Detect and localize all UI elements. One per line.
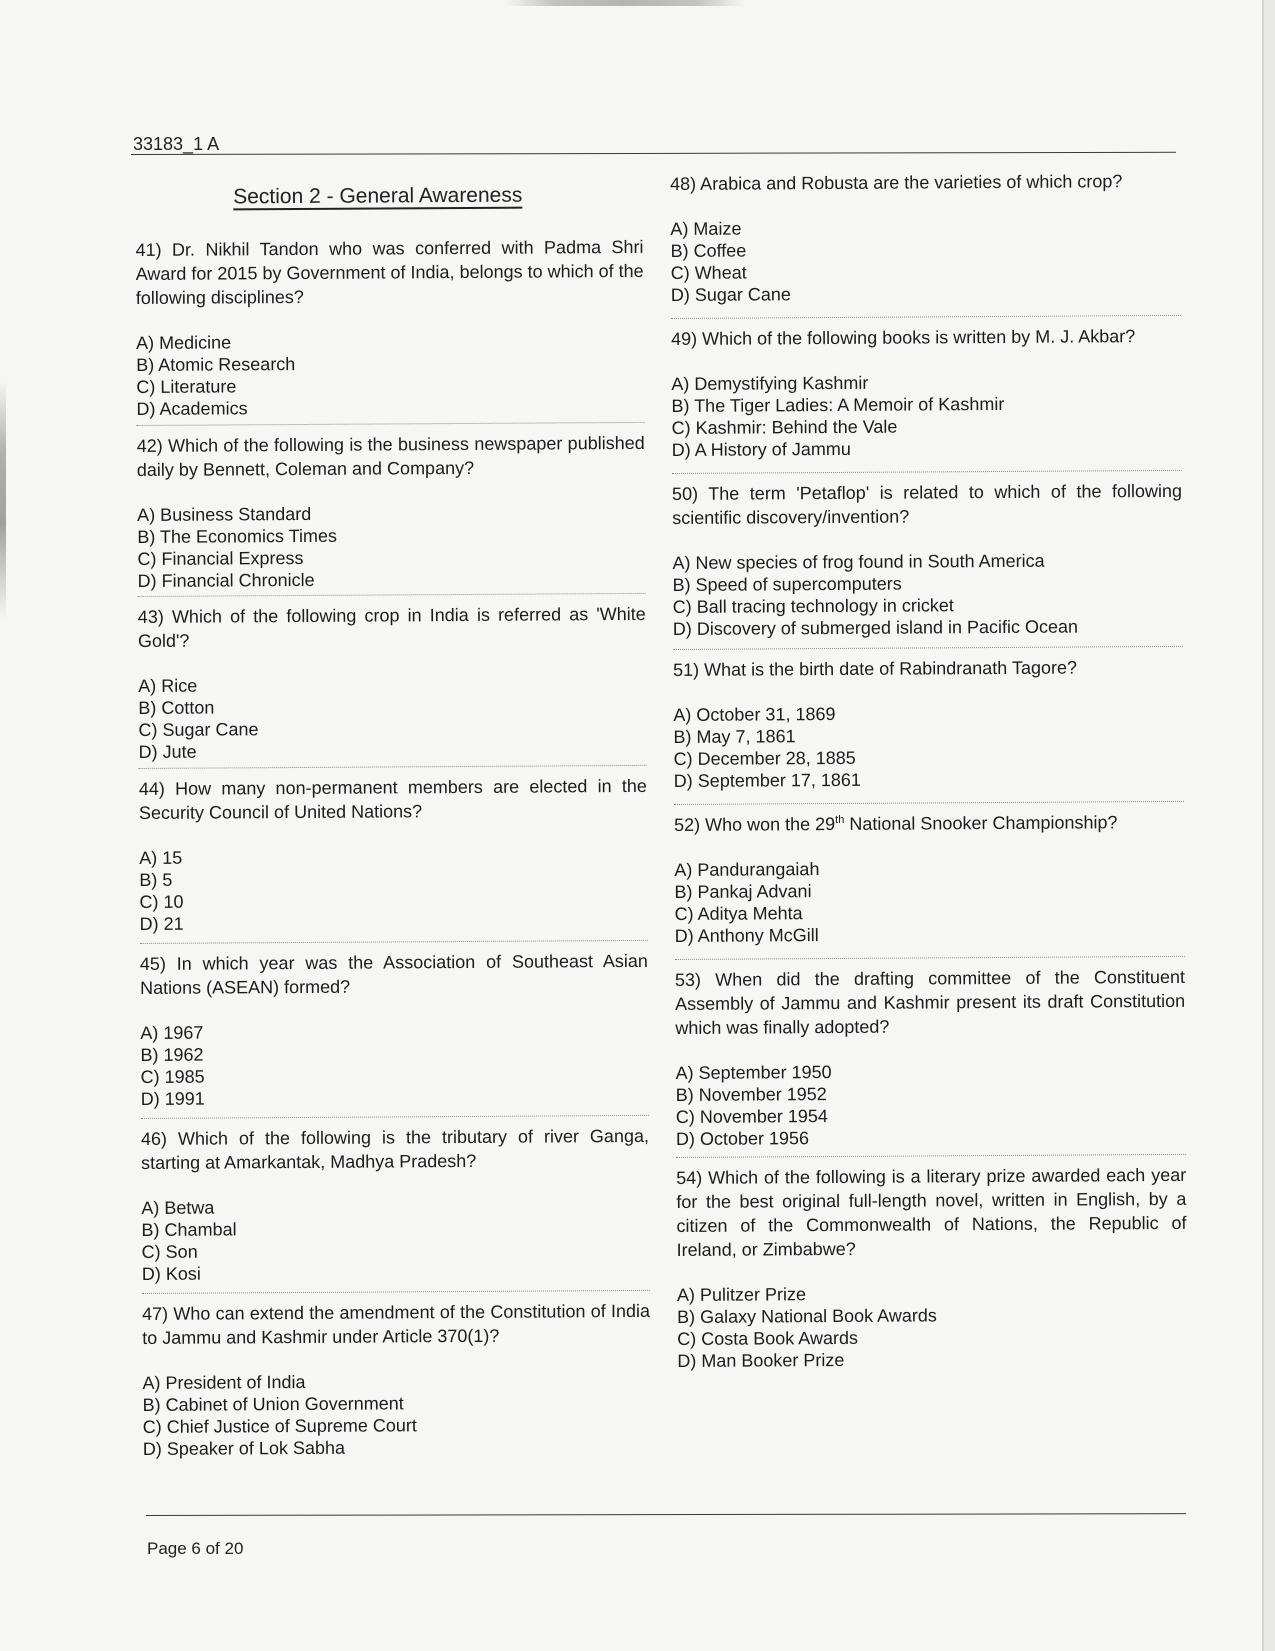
option-c: C) Ball tracing technology in cricket bbox=[672, 595, 954, 617]
question-text: 47) Who can extend the amendment of the Constitution of India to Jammu and Kashmir under Article 370(1)? bbox=[141, 1300, 651, 1348]
option-b: B) Chambal bbox=[141, 1219, 237, 1240]
option-c: C) Sugar Cane bbox=[138, 719, 259, 740]
option-d: D) Kosi bbox=[141, 1263, 201, 1284]
option-b: B) May 7, 1861 bbox=[673, 726, 796, 747]
option-c: C) Aditya Mehta bbox=[674, 903, 803, 924]
option-a: A) September 1950 bbox=[675, 1062, 832, 1083]
question-45 bbox=[140, 949, 649, 1110]
option-a: A) 15 bbox=[139, 847, 183, 868]
question-50 bbox=[672, 479, 1183, 640]
option-a: A) Pulitzer Prize bbox=[676, 1284, 807, 1305]
option-d: D) October 1956 bbox=[675, 1128, 810, 1149]
question-text: 45) In which year was the Association of Southeast Asian Nations (ASEAN) formed? bbox=[139, 950, 648, 998]
option-b: B) Pankaj Advani bbox=[674, 881, 812, 902]
options-list bbox=[140, 1019, 649, 1110]
options-list bbox=[139, 844, 648, 935]
options-list bbox=[137, 501, 646, 592]
option-a: A) New species of frog found in South America bbox=[672, 550, 1045, 573]
question-47 bbox=[142, 1299, 651, 1460]
option-a: A) Maize bbox=[670, 218, 742, 239]
options-list bbox=[138, 672, 647, 763]
question-text: 53) When did the drafting committee of the Constituent Assembly of Jammu and Kashmir present its draft Constitution which was finally adopted? bbox=[674, 966, 1186, 1038]
question-text: 44) How many non-permanent members are elected in the Security Council of United Nations? bbox=[138, 775, 647, 823]
options-list bbox=[677, 1281, 1188, 1372]
option-c: C) Financial Express bbox=[137, 547, 304, 569]
option-d: D) 21 bbox=[139, 913, 184, 934]
option-a: A) Rice bbox=[138, 675, 198, 696]
option-b: B) Galaxy National Book Awards bbox=[676, 1305, 937, 1327]
option-d: D) Financial Chronicle bbox=[137, 569, 315, 591]
option-a: A) Betwa bbox=[141, 1197, 215, 1218]
ordinal-suffix: th bbox=[835, 813, 845, 827]
header-rule bbox=[131, 152, 1176, 155]
option-b: B) 5 bbox=[139, 869, 173, 890]
question-separator bbox=[674, 801, 1184, 805]
question-42 bbox=[137, 431, 646, 592]
option-c: C) December 28, 1885 bbox=[673, 747, 856, 769]
question-44 bbox=[139, 774, 648, 935]
option-d: D) Jute bbox=[138, 741, 197, 762]
question-text: 43) Which of the following crop in India is referred as 'White Gold'? bbox=[137, 603, 646, 651]
option-b: B) Cotton bbox=[138, 697, 215, 718]
scan-artifact bbox=[505, 0, 745, 6]
question-text: 46) Which of the following is the tributary of river Ganga, starting at Amarkantak, Madhya Pradesh? bbox=[140, 1125, 650, 1173]
question-separator bbox=[137, 422, 645, 426]
question-separator bbox=[672, 470, 1182, 474]
question-text: 51) What is the birth date of Rabindranath Tagore? bbox=[673, 657, 1078, 680]
options-list bbox=[672, 549, 1183, 640]
options-list bbox=[141, 1194, 650, 1285]
question-separator bbox=[139, 765, 647, 769]
document-code: 33183_1 A bbox=[133, 134, 220, 154]
option-a: A) 1967 bbox=[140, 1022, 204, 1043]
option-c: C) November 1954 bbox=[675, 1106, 828, 1127]
option-b: B) November 1952 bbox=[675, 1084, 827, 1105]
option-d: D) 1991 bbox=[140, 1088, 205, 1109]
question-51 bbox=[673, 655, 1184, 792]
scan-edge-shadow bbox=[0, 380, 6, 620]
option-c: C) Son bbox=[141, 1241, 198, 1262]
section-title: Section 2 - General Awareness bbox=[233, 183, 523, 209]
question-text: 41) Dr. Nikhil Tandon who was conferred with Padma Shri Award for 2015 by Government of India, belongs to which of the following disciplines? bbox=[135, 236, 644, 308]
question-53 bbox=[675, 965, 1186, 1150]
option-b: B) Cabinet of Union Government bbox=[142, 1393, 404, 1415]
option-d: D) September 17, 1861 bbox=[673, 769, 861, 791]
question-text: 54) Which of the following is a literary prize awarded each year for the best original full-length novel, written in English, by a citizen of the Commonwealth of Nations, the Republic of Ireland, or Zimbabwe? bbox=[676, 1164, 1187, 1260]
question-49 bbox=[671, 324, 1182, 461]
option-b: B) The Economics Times bbox=[137, 525, 338, 547]
question-48 bbox=[670, 169, 1181, 306]
question-separator bbox=[140, 940, 648, 944]
question-separator bbox=[676, 1154, 1186, 1158]
option-d: D) Speaker of Lok Sabha bbox=[142, 1437, 346, 1459]
options-list bbox=[142, 1369, 651, 1460]
option-c: C) Wheat bbox=[670, 262, 747, 283]
option-d: D) Man Booker Prize bbox=[677, 1349, 845, 1371]
options-list bbox=[670, 215, 1181, 306]
question-52 bbox=[674, 810, 1185, 947]
option-b: B) Atomic Research bbox=[136, 354, 296, 375]
question-separator bbox=[142, 1290, 650, 1294]
question-text-start: 52) Who won the 29 bbox=[673, 814, 836, 835]
options-list bbox=[673, 701, 1184, 792]
option-a: A) October 31, 1869 bbox=[673, 703, 836, 725]
question-separator bbox=[675, 956, 1185, 960]
option-d: D) Anthony McGill bbox=[674, 925, 819, 946]
question-text: 49) Which of the following books is written by M. J. Akbar? bbox=[671, 326, 1136, 349]
question-text: 48) Arabica and Robusta are the varieties of which crop? bbox=[670, 171, 1123, 194]
page-number: Page 6 of 20 bbox=[147, 1539, 244, 1558]
option-b: B) The Tiger Ladies: A Memoir of Kashmir bbox=[671, 393, 1005, 416]
option-d: D) Academics bbox=[136, 398, 248, 419]
option-d: D) Discovery of submerged island in Pacific Ocean bbox=[672, 616, 1079, 639]
option-b: B) Speed of supercomputers bbox=[672, 573, 902, 595]
question-text: 50) The term 'Petaflop' is related to which of the following scientific discovery/invention? bbox=[671, 480, 1183, 528]
option-a: A) Pandurangaiah bbox=[674, 859, 820, 880]
option-b: B) Coffee bbox=[670, 240, 747, 261]
option-b: B) 1962 bbox=[140, 1044, 204, 1065]
option-a: A) Business Standard bbox=[137, 503, 312, 525]
option-c: C) 10 bbox=[139, 891, 184, 912]
question-46 bbox=[141, 1124, 650, 1285]
option-c: C) Kashmir: Behind the Vale bbox=[671, 416, 898, 438]
option-c: C) Chief Justice of Supreme Court bbox=[142, 1415, 417, 1437]
question-separator bbox=[671, 315, 1181, 319]
option-c: C) Literature bbox=[136, 376, 237, 397]
question-text-end: National Snooker Championship? bbox=[844, 812, 1118, 834]
question-text: 42) Which of the following is the business newspaper published daily by Bennett, Coleman and Company? bbox=[136, 432, 645, 480]
options-list bbox=[674, 856, 1185, 947]
question-43 bbox=[138, 602, 647, 763]
option-c: C) 1985 bbox=[140, 1066, 205, 1087]
question-41 bbox=[135, 235, 644, 420]
question-54 bbox=[676, 1163, 1187, 1372]
footer-rule bbox=[146, 1513, 1186, 1516]
question-separator bbox=[138, 593, 646, 597]
option-a: A) President of India bbox=[142, 1371, 306, 1393]
option-d: D) Sugar Cane bbox=[670, 284, 791, 305]
options-list bbox=[675, 1059, 1186, 1150]
question-separator bbox=[141, 1115, 649, 1119]
option-a: A) Demystifying Kashmir bbox=[671, 372, 869, 394]
option-c: C) Costa Book Awards bbox=[677, 1327, 858, 1349]
options-list bbox=[671, 370, 1182, 461]
option-d: D) A History of Jammu bbox=[671, 438, 851, 460]
question-separator bbox=[673, 646, 1183, 650]
options-list bbox=[136, 329, 645, 420]
question-text bbox=[674, 810, 1184, 837]
option-a: A) Medicine bbox=[136, 332, 232, 353]
